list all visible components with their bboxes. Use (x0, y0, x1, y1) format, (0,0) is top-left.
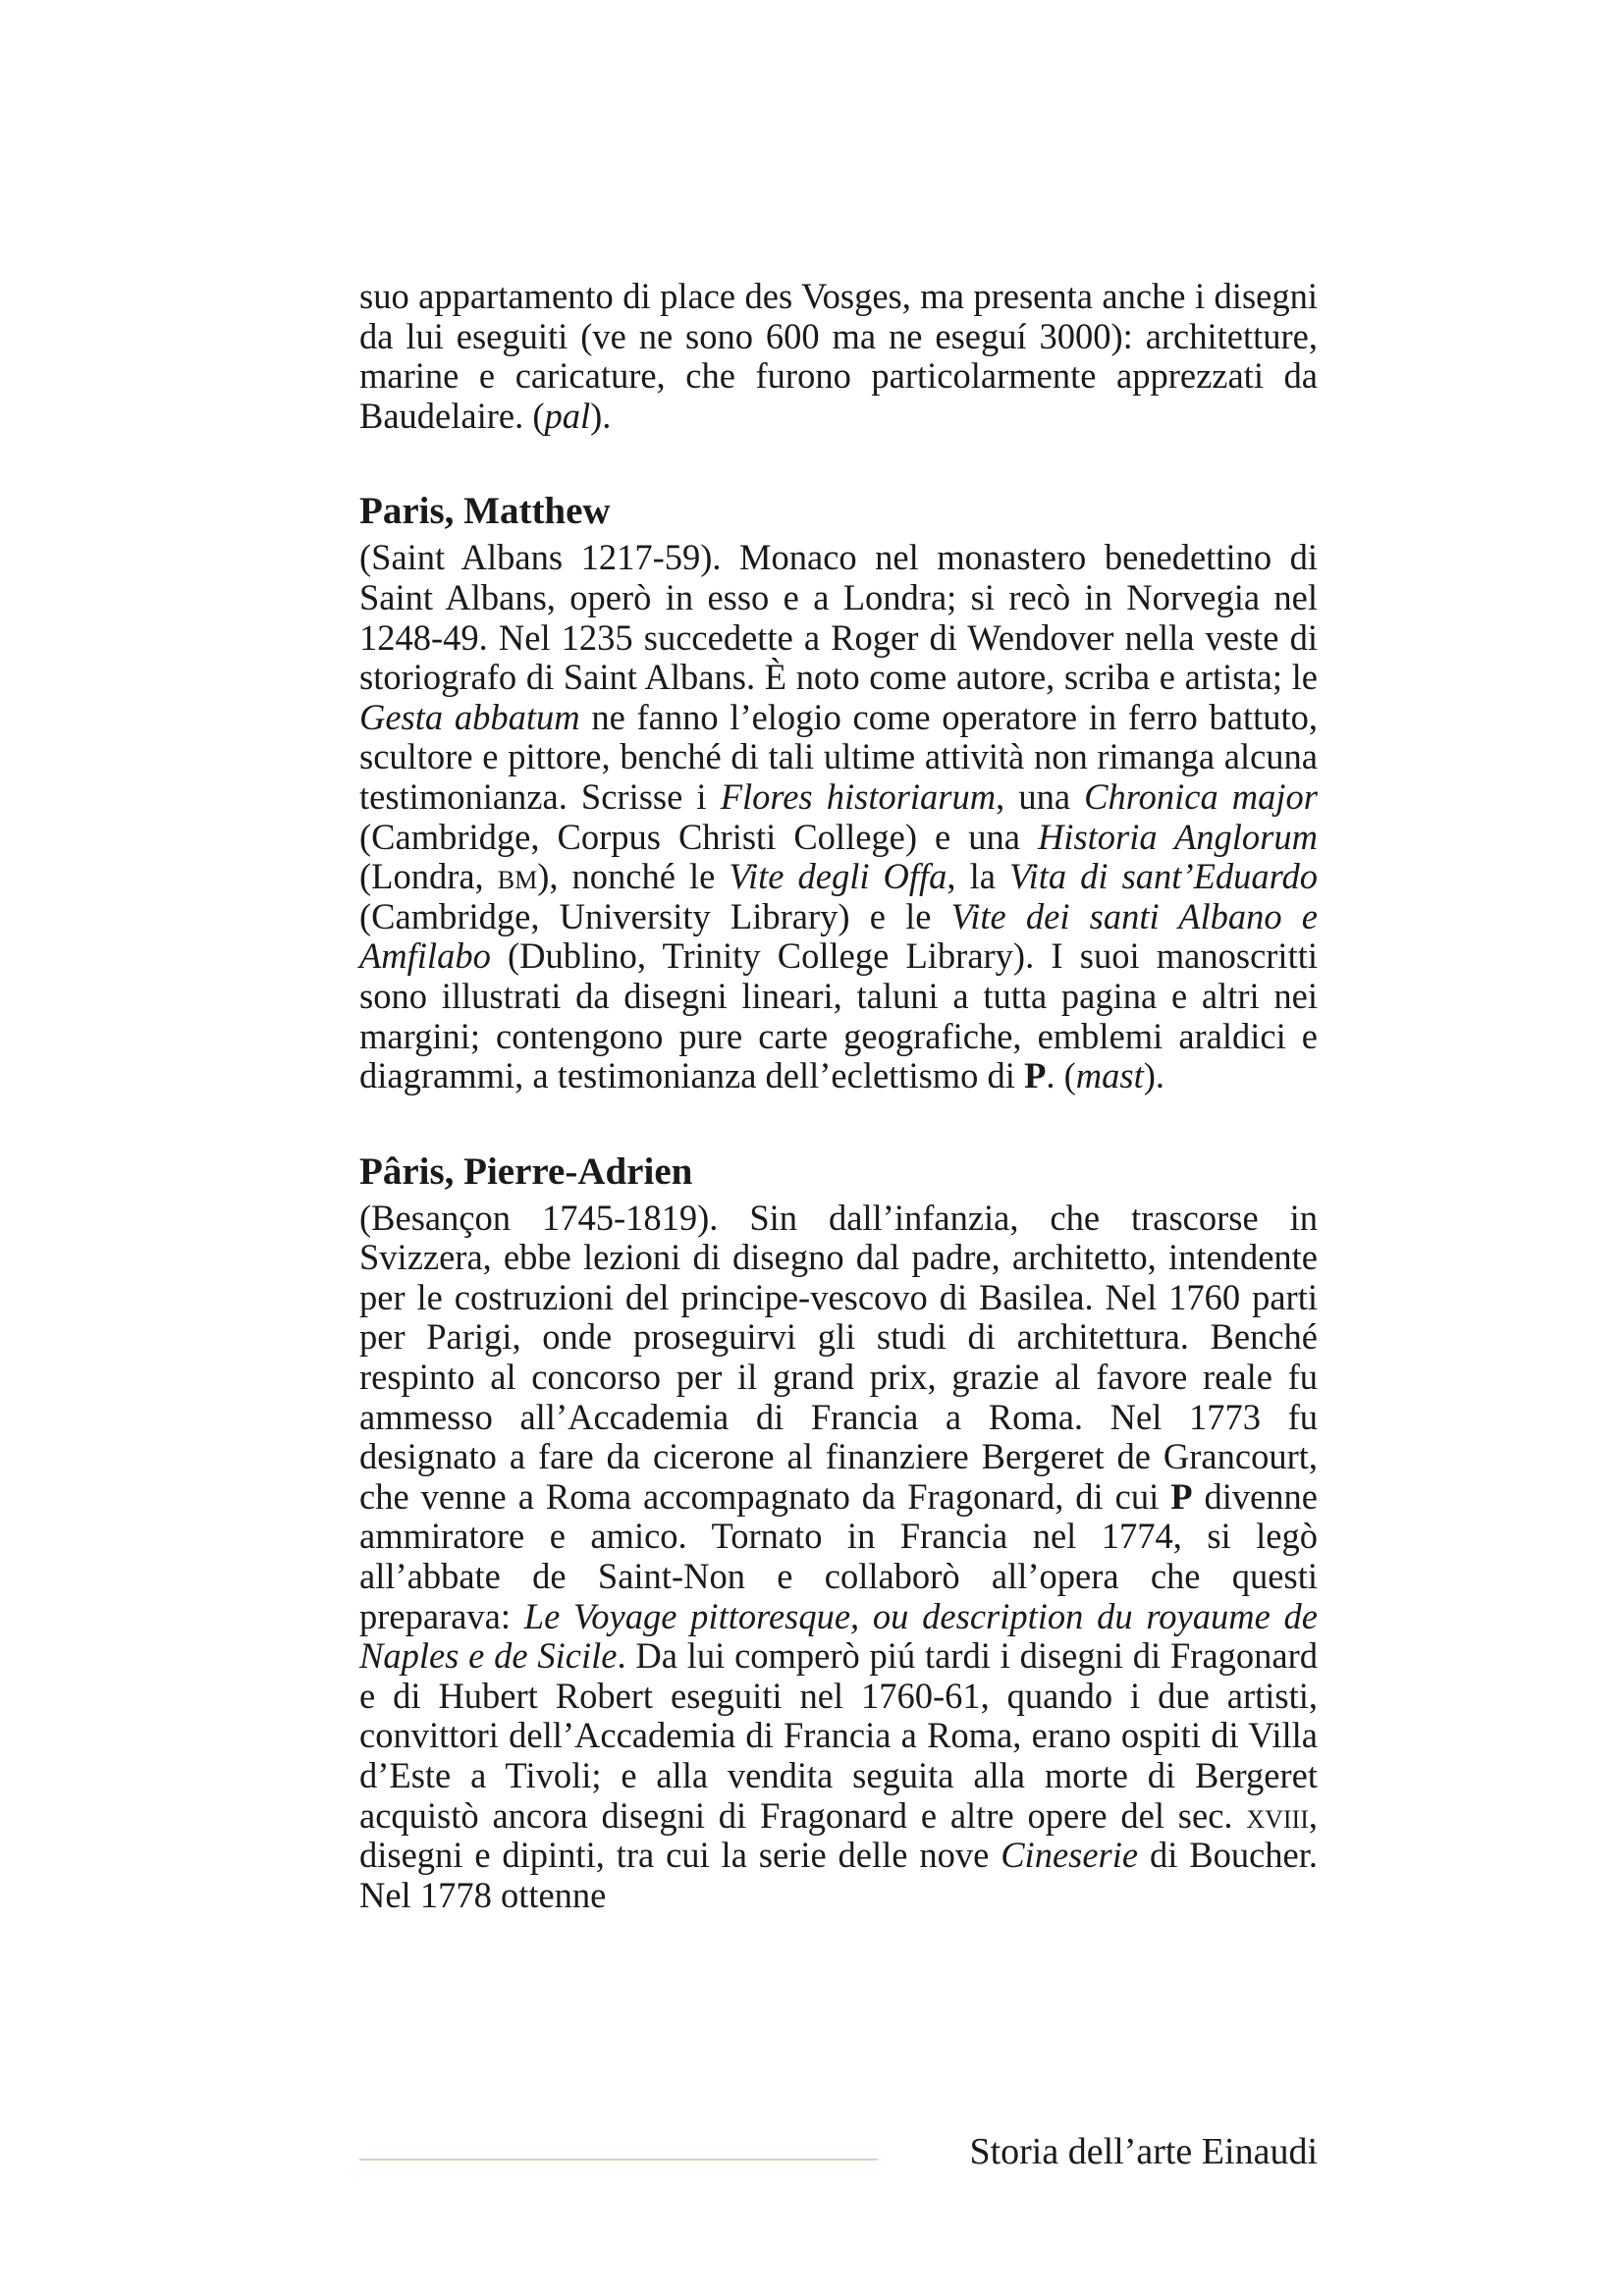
text-run: (Cambridge, University Library) e le (359, 895, 951, 936)
footer-publication-title: Storia dell’arte Einaudi (969, 2131, 1318, 2172)
small-caps-abbreviation: bm (497, 856, 538, 897)
author-signature: pal (544, 395, 591, 436)
text-run: . Da lui comperò piú tardi i disegni di Fragonard e di Hubert Robert eseguiti nel 1760-61, quando i due artisti, convittori dell’Accademia di Francia a Roma, erano ospiti di Villa d’Este a Tivoli; e alla vendita seguita alla morte di Bergeret acquistò ancora disegni di Fragonard e altre opere del sec. (359, 1635, 1318, 1836)
text-run: , disegni e dipinti, tra cui la serie delle nove (359, 1794, 1318, 1876)
continuation-paragraph (359, 277, 1318, 436)
text-run: (Dublino, Trinity College Library). I suoi manoscritti sono illustrati da disegni lineari, taluni a tutta pagina e altri nei margini; contengono pure carte geografiche, emblemi araldici e diagrammi, a testimonianza dell’eclettismo di (359, 935, 1318, 1096)
italic-title: Historia Anglorum (1037, 816, 1318, 857)
entry-body-paris-matthew (359, 538, 1318, 1095)
italic-title: Chronica major (1084, 775, 1318, 817)
page-body (359, 277, 1318, 1915)
text-run: ne fanno l’elogio come operatore in ferro battuto, scultore e pittore, benché di tali ultime attività non rimanga alcuna testimonianza. Scrisse i (359, 696, 1319, 817)
italic-title: Vita di sant’Eduardo (1009, 856, 1319, 897)
text-run: , la (947, 856, 1009, 897)
text-run: ), nonché le (537, 856, 730, 897)
italic-title: Le Voyage pittoresque, ou description du royaume de Naples e de Sicile (359, 1595, 1318, 1677)
italic-title: Flores historiarum (720, 775, 997, 817)
italic-title: Vite degli Offa (729, 856, 947, 897)
italic-title: Cineserie (1001, 1835, 1139, 1876)
bold-initial: P (1024, 1055, 1047, 1096)
text-run: (Saint Albans 1217-59). Monaco nel monastero benedettino di Saint Albans, operò in esso e a Londra; si recò in Norvegia nel 1248-49. Nel 1235 succedette a Roger di Wendover nella veste di storiografo di Saint Albans. È noto come autore, scriba e artista; le (359, 537, 1318, 698)
text-run: ). (590, 395, 612, 436)
footer-rule (359, 2159, 878, 2161)
page-footer (359, 2126, 1318, 2179)
text-run: . ( (1046, 1055, 1076, 1096)
text-run: (Cambridge, Corpus Christi College) e una (359, 816, 1038, 857)
author-signature: mast (1075, 1055, 1144, 1096)
small-caps-abbreviation: xviii (1246, 1794, 1309, 1836)
text-run: di Boucher. Nel 1778 ottenne (359, 1835, 1319, 1915)
text-run: , una (996, 775, 1085, 817)
bold-initial: P (1170, 1475, 1193, 1517)
text-run: divenne ammiratore e amico. Tornato in Francia nel 1774, si legò all’abbate de Saint-Non e collaborò all’opera che questi preparava: (359, 1475, 1319, 1636)
text-run: (Besançon 1745-1819). Sin dall’infanzia, che trascorse in Svizzera, ebbe lezioni di disegno dal padre, architetto, intendente per le costruzioni del principe-vescovo di Basilea. Nel 1760 parti per Parigi, onde proseguirvi gli studi di architettura. Benché respinto al concorso per il grand prix, grazie al favore reale fu ammesso all’Accademia di Francia a Roma. Nel 1773 fu designato a fare da cicerone al finanziere Bergeret de Grancourt, che venne a Roma accompagnato da Fragonard, di cui (359, 1197, 1318, 1517)
text-run: suo appartamento di place des Vosges, ma presenta anche i disegni da lui eseguiti (ve ne sono 600 ma ne eseguí 3000): architetture, marine e caricature, che furono particolarmente apprezzati da Baudelaire. ( (359, 276, 1318, 436)
entry-title-paris-matthew: Paris, Matthew (359, 490, 611, 533)
italic-title: Vite dei santi Albano e Amfilabo (359, 895, 1319, 977)
text-run: ). (1143, 1055, 1165, 1096)
entry-body-paris-pierre-adrien (359, 1199, 1318, 1916)
entry-title-paris-pierre-adrien: Pâris, Pierre-Adrien (359, 1149, 693, 1193)
italic-title: Gesta abbatum (359, 696, 580, 737)
text-run: (Londra, (359, 856, 498, 897)
